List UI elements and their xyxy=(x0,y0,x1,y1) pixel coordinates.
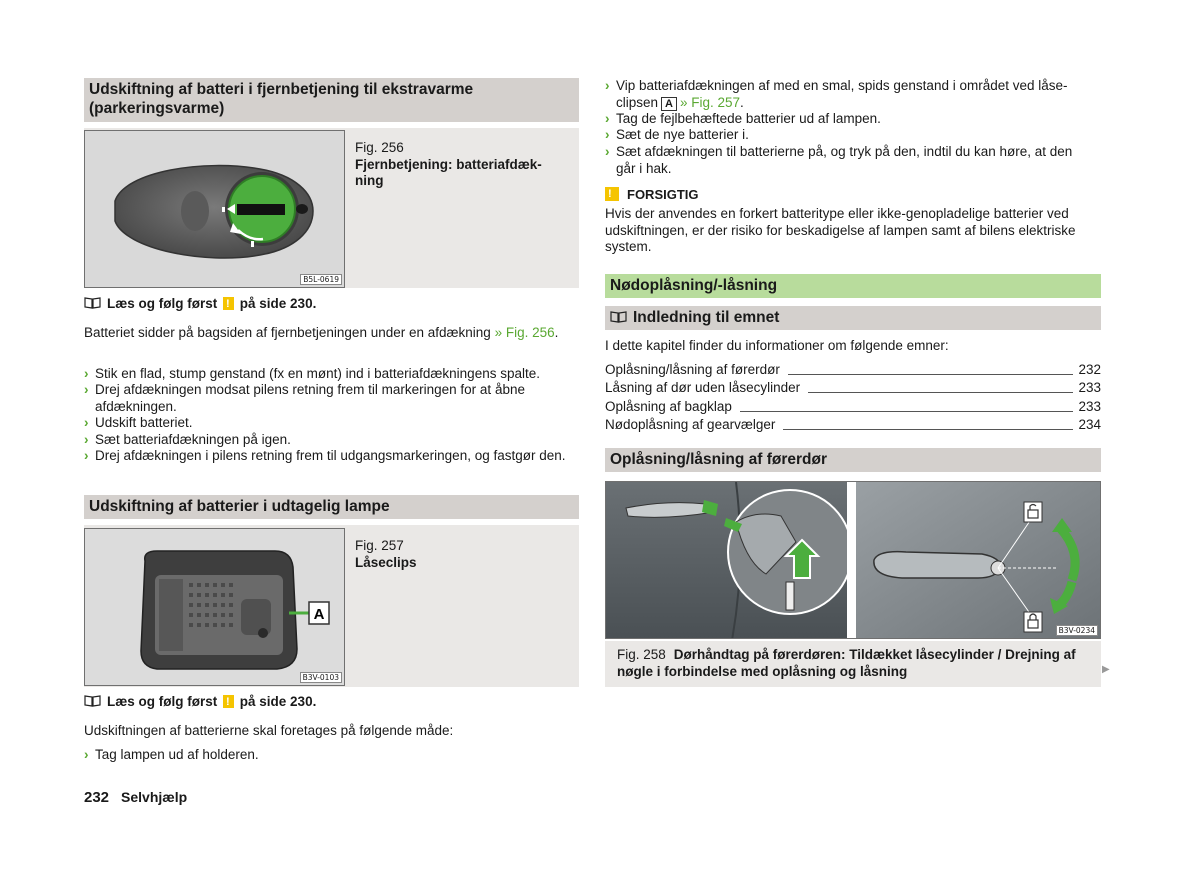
section-name: Selvhjælp xyxy=(121,789,188,805)
figure-title: Fjernbetjening: batteriafdæk-ning xyxy=(355,156,542,188)
figure-256-image xyxy=(84,130,345,288)
warning-icon xyxy=(605,187,619,201)
callout-a-label: A xyxy=(313,606,325,623)
section-heading-text: Nødoplåsning/-låsning xyxy=(610,277,778,294)
caution-text: Hvis der anvendes en forkert batteritype eller ikke-genopladelige batterier ved udskiftningen, er der risiko for beskadigelse af lampen samt af bilens elektriske system. xyxy=(605,206,1076,254)
battery-location-paragraph: Batteriet sidder på bagsiden af fjernbetjeningen under en afdækning » Fig. 256. xyxy=(84,325,559,340)
list-item: › Sæt de nye batterier i. xyxy=(605,127,749,142)
figure-257-link[interactable]: » Fig. 257 xyxy=(679,94,741,110)
section-heading-text: Udskiftning af batteri i fjernbetjening til ekstravarme (parkeringsvarme) xyxy=(89,81,474,117)
list-item: › Sæt batteriafdækningen på igen. xyxy=(84,432,291,447)
lamp-illustration xyxy=(85,529,345,686)
toc-entry[interactable]: Oplåsning/låsning af førerdør 232 xyxy=(605,362,1101,377)
list-item: › Sæt afdækningen til batterierne på, og tryk på den, indtil du kan høre, at den går i hak. xyxy=(605,144,1073,176)
list-item: › Drej afdækningen modsat pilens retning frem til markeringen for at åbne afdækningen. xyxy=(84,382,525,414)
figure-code: B3V-0103 xyxy=(300,672,342,683)
callout-a-key: A xyxy=(661,97,677,111)
read-first-note-1: Læs og følg først ! på side 230. xyxy=(84,296,316,313)
figure-number: Fig. 258 xyxy=(617,647,666,662)
section-heading-text: Oplåsning/låsning af førerdør xyxy=(610,451,828,468)
section-heading-emergency xyxy=(605,274,1101,298)
list-item: › Tag lampen ud af holderen. xyxy=(84,747,259,762)
page-number: 232 xyxy=(84,789,110,806)
figure-number: Fig. 257 xyxy=(355,538,404,553)
section-heading-text: Indledning til emnet xyxy=(633,309,780,326)
list-item: › Vip batteriafdækningen af med en smal, spids genstand i området ved låse-clipsen A » Fig. 257. xyxy=(605,78,1068,110)
chevron-right-icon: › xyxy=(84,432,89,447)
chevron-right-icon: › xyxy=(605,111,610,126)
toc-entry[interactable]: Nødoplåsning af gearvælger 234 xyxy=(605,417,1101,432)
chapter-intro: I dette kapitel finder du informationer om følgende emner: xyxy=(605,338,949,353)
chevron-right-icon: › xyxy=(605,144,610,159)
figure-256-link[interactable]: » Fig. 256 xyxy=(494,325,555,340)
figure-256-caption xyxy=(355,140,565,190)
chevron-right-icon: › xyxy=(84,366,89,381)
list-item: › Tag de fejlbehæftede batterier ud af lampen. xyxy=(605,111,881,126)
toc-entry[interactable]: Låsning af dør uden låsecylinder 233 xyxy=(605,380,1101,395)
figure-258-caption xyxy=(617,647,1093,680)
figure-title: Dørhåndtag på førerdøren: Tildækket låsecylinder / Drejning af nøgle i forbindelse med oplåsning og låsning xyxy=(617,647,1076,679)
list-item: › Stik en flad, stump genstand (fx en mønt) ind i batteriafdækningens spalte. xyxy=(84,366,540,381)
list-item: › Udskift batteriet. xyxy=(84,415,193,430)
section-heading-remote-battery xyxy=(84,78,579,122)
figure-257-image xyxy=(84,528,345,686)
continue-arrow-icon: ▶ xyxy=(1102,664,1110,675)
subsection-heading-intro xyxy=(605,306,1101,330)
figure-257-caption xyxy=(355,538,565,571)
book-icon xyxy=(84,695,101,707)
chevron-right-icon: › xyxy=(84,415,89,430)
chevron-right-icon: › xyxy=(605,127,610,142)
section-heading-driver-door xyxy=(605,448,1101,472)
chevron-right-icon: › xyxy=(84,448,89,463)
caution-title: !FORSIGTIG xyxy=(605,187,699,203)
chevron-right-icon: › xyxy=(84,747,89,762)
book-icon xyxy=(610,311,627,323)
list-item: › Drej afdækningen i pilens retning frem til udgangsmarkeringen, og fastgør den. xyxy=(84,448,566,463)
section-heading-text: Udskiftning af batterier i udtagelig lampe xyxy=(89,498,390,515)
replacement-intro-paragraph: Udskiftningen af batterierne skal foretages på følgende måde: xyxy=(84,723,454,738)
section-heading-lamp-batteries xyxy=(84,495,579,519)
chevron-right-icon: › xyxy=(84,382,89,397)
figure-code: B3V-0234 xyxy=(1056,625,1098,636)
book-icon xyxy=(84,297,101,309)
warning-icon xyxy=(223,297,234,310)
chevron-right-icon: › xyxy=(605,78,610,93)
remote-control-illustration xyxy=(85,131,345,288)
warning-icon xyxy=(223,695,234,708)
figure-code: B5L-0619 xyxy=(300,274,342,285)
read-first-note-2: Læs og følg først ! på side 230. xyxy=(84,694,316,711)
door-handle-illustration xyxy=(606,482,1101,639)
figure-number: Fig. 256 xyxy=(355,140,404,155)
toc-entry[interactable]: Oplåsning af bagklap 233 xyxy=(605,399,1101,414)
figure-title: Låseclips xyxy=(355,554,417,570)
figure-258-image xyxy=(605,481,1101,639)
page-footer xyxy=(84,788,187,807)
